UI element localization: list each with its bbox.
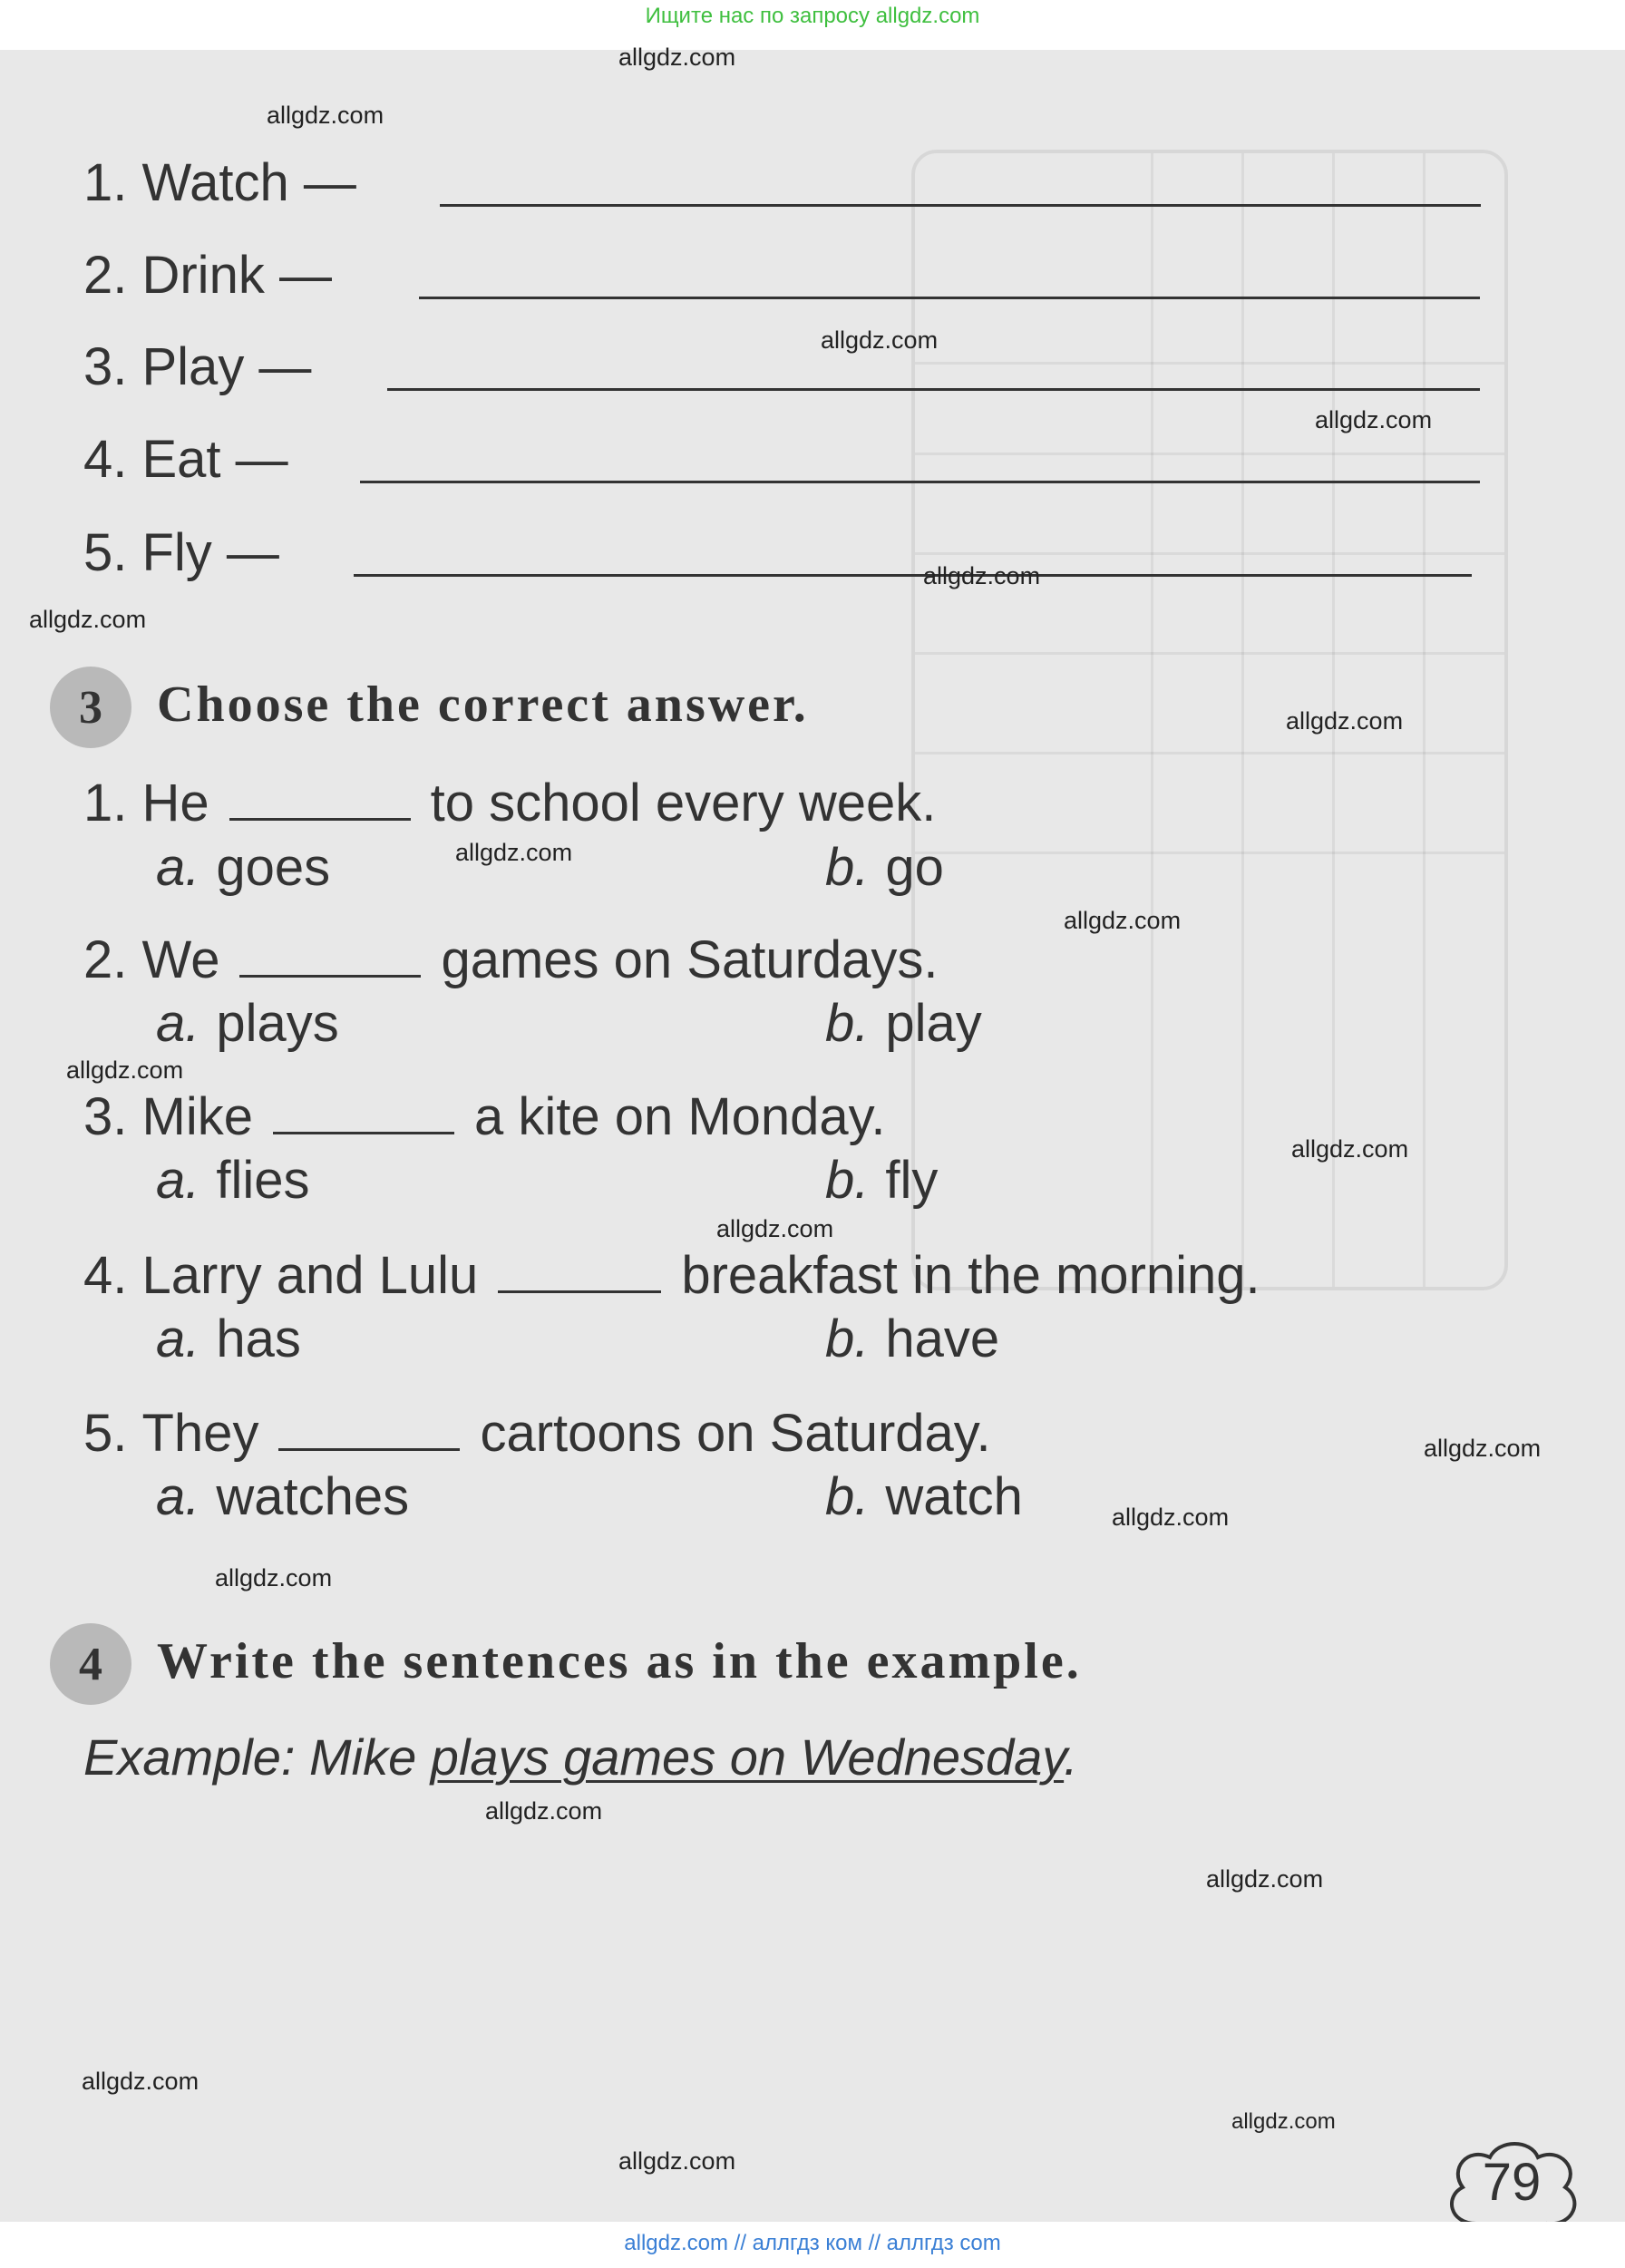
verb-label: 4. Eat — [83,430,288,489]
option-text: have [885,1309,1000,1368]
option-letter: b. [825,1151,870,1210]
verb-item [83,520,279,583]
verb-item [83,426,288,490]
question-number: 2. [83,930,128,989]
verb-label: 2. Drink — [83,246,332,305]
watermark-link[interactable]: allgdz.com [1424,1435,1542,1462]
question-number: 4. [83,1246,128,1305]
watermark-link[interactable]: allgdz.com [267,102,384,129]
watermark-link[interactable]: allgdz.com [1291,1135,1409,1163]
question-number: 3. [83,1087,128,1146]
question-text-before: Larry and Lulu [141,1246,479,1305]
option-a[interactable] [156,837,330,898]
answer-line[interactable] [360,481,1480,483]
verb-label: 3. Play — [83,337,312,396]
option-b[interactable] [825,993,982,1054]
section-4-badge: 4 [50,1623,131,1705]
verb-item [83,150,356,213]
option-text: has [216,1309,301,1368]
watermark-link[interactable]: allgdz.com [82,2068,199,2095]
watermark-link[interactable]: allgdz.com [1064,907,1182,934]
option-b[interactable] [825,1309,999,1369]
option-text: watch [885,1467,1023,1526]
option-text: watches [216,1467,410,1526]
answer-line[interactable] [419,297,1480,299]
option-letter: a. [156,838,200,897]
answer-blank[interactable] [278,1448,460,1451]
watermark-link[interactable]: allgdz.com [1231,2109,1336,2134]
option-letter: b. [825,994,870,1053]
watermark-link[interactable]: allgdz.com [923,562,1041,589]
answer-line[interactable] [387,388,1480,391]
question-4 [83,1245,1260,1306]
question-text-before: He [141,774,209,832]
question-1 [83,773,936,833]
section-3-title: Choose the correct answer. [157,677,809,733]
answer-blank[interactable] [498,1290,661,1293]
question-3 [83,1086,886,1147]
example-suffix: . [1064,1728,1078,1786]
example-answer: plays games on Wednesday [430,1728,1065,1786]
watermark-link[interactable]: allgdz.com [1315,406,1433,433]
question-number: 1. [83,774,128,832]
option-letter: b. [825,1309,870,1368]
option-b[interactable] [825,1150,938,1211]
option-text: goes [216,838,331,897]
verb-label: 5. Fly — [83,523,279,582]
question-text-before: They [141,1404,259,1463]
option-letter: b. [825,838,870,897]
option-text: plays [216,994,339,1053]
answer-blank[interactable] [229,818,411,821]
question-text-after: breakfast in the morning. [681,1246,1260,1305]
option-a[interactable] [156,1150,310,1211]
question-text-after: games on Saturdays. [441,930,939,989]
option-a[interactable] [156,993,339,1054]
answer-line[interactable] [440,204,1481,207]
watermark-link[interactable]: allgdz.com [1112,1504,1230,1531]
verb-item [83,334,311,397]
bleed-through-table [911,150,1508,1290]
watermark-link[interactable]: allgdz.com [1286,707,1404,735]
option-letter: a. [156,1309,200,1368]
watermark-link[interactable]: allgdz.com [485,1797,603,1825]
option-text: play [885,994,982,1053]
watermark-link[interactable]: allgdz.com [455,839,573,866]
option-text: go [885,838,944,897]
watermark-link[interactable]: allgdz.com [29,606,147,633]
answer-blank[interactable] [273,1132,454,1134]
option-text: fly [885,1151,939,1210]
section-3-badge: 3 [50,667,131,748]
watermark-link[interactable]: allgdz.com [66,1056,184,1084]
option-a[interactable] [156,1466,409,1527]
watermark-link[interactable]: allgdz.com [716,1215,834,1242]
section-4-title: Write the sentences as in the example. [157,1633,1082,1689]
verb-label: 1. Watch — [83,153,356,212]
watermark-link[interactable]: allgdz.com [821,326,939,354]
question-text-before: We [141,930,220,989]
option-a[interactable] [156,1309,301,1369]
example-sentence [83,1728,1078,1786]
question-text-after: to school every week. [430,774,937,832]
watermark-link[interactable]: allgdz.com [618,44,736,71]
question-2 [83,930,939,990]
watermark-link[interactable]: allgdz.com [215,1564,333,1591]
example-prefix: Example: Mike [83,1728,431,1786]
watermark-link[interactable]: allgdz.com [618,2147,736,2175]
question-number: 5. [83,1404,128,1463]
option-letter: a. [156,1151,200,1210]
option-letter: b. [825,1467,870,1526]
option-letter: a. [156,1467,200,1526]
question-text-after: a kite on Monday. [473,1087,886,1146]
footer-links[interactable]: allgdz.com // аллгдз ком // аллгдз com [624,2231,1001,2255]
question-text-after: cartoons on Saturday. [480,1404,991,1463]
option-b[interactable] [825,837,944,898]
option-text: flies [216,1151,310,1210]
answer-blank[interactable] [239,975,421,978]
watermark-link[interactable]: allgdz.com [1206,1865,1324,1893]
question-5 [83,1403,991,1464]
option-b[interactable] [825,1466,1023,1527]
answer-line[interactable] [354,574,1472,577]
option-letter: a. [156,994,200,1053]
verb-item [83,242,332,306]
question-text-before: Mike [141,1087,253,1146]
top-banner[interactable]: Ищите нас по запросу allgdz.com [645,4,980,28]
page-number: 79 [1482,2153,1542,2212]
